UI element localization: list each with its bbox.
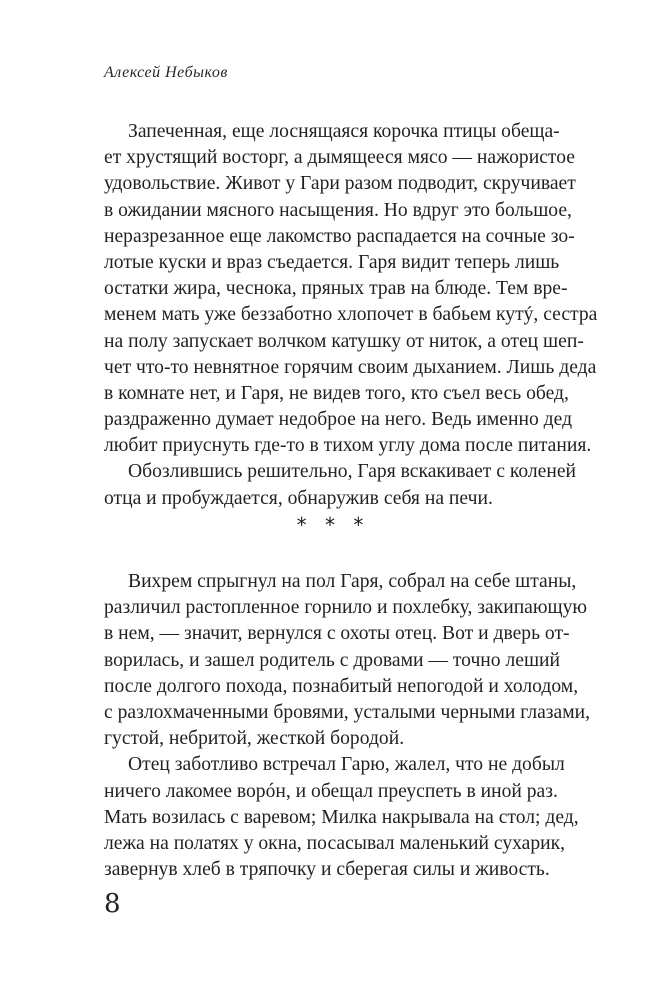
paragraph [104,752,579,883]
text-line: на полу запускает волчком катушку от ниток, а отец шеп- [104,330,584,352]
text-line: неразрезанное еще лакомство распадается на сочные зо- [104,225,575,247]
text-line: Обозлившись решительно, Гаря вскакивает с коленей [128,461,577,483]
text-line: завернув хлеб в тряпочку и сберегая силы и живость. [104,859,550,881]
text-line: различил растопленное горнило и похлебку, закипающую [104,597,588,619]
paragraph [104,119,598,459]
paragraph [104,459,577,511]
text-line: отца и пробуждается, обнаружив себя на печи. [104,487,493,509]
text-line: удовольствие. Живот у Гари разом подводит, скручивает [104,173,576,195]
text-line: Мать возилась с варевом; Милка накрывала на стол; дед, [104,806,579,828]
running-head-author: Алексей Небыков [104,64,228,81]
text-line: Отец заботливо встречал Гарю, жалел, что не добыл [128,754,565,776]
text-line: лежа на полатях у окна, посасывал маленький сухарик, [104,832,566,854]
text-line: менем мать уже беззаботно хлопочет в бабьем кутý, сестра [104,304,598,326]
text-line: с разлохмаченными бровями, усталыми черными глазами, [104,701,591,723]
text-line: густой, небритой, жесткой бородой. [104,728,405,750]
page-number: 8 [104,889,121,919]
text-line: ворилась, и зашел родитель с дровами — точно леший [104,649,561,671]
text-line: в нем, — значит, вернулся с охоты отец. Вот и дверь от- [104,623,570,645]
text-line: ничего лакомее ворóн, и обещал преуспеть в иной раз. [104,780,558,802]
text-line: лотые куски и враз съедается. Гаря видит теперь лишь [104,251,560,273]
text-line: в комнате нет, и Гаря, не видев того, кто съел весь обед, [104,382,569,404]
text-line: любит приуснуть где-то в тихом углу дома после питания. [104,435,592,457]
text-line: ет хрустящий восторг, а дымящееся мясо — нажористое [104,147,575,169]
paragraph [104,569,591,752]
text-block-top [104,119,598,512]
text-line: Вихрем спрыгнул на пол Гаря, собрал на себе штаны, [128,571,577,592]
text-line: после долгого похода, познабитый непогодой и холодом, [104,675,579,697]
text-line: Запеченная, еще лоснящаяся корочка птицы обеща- [128,121,560,142]
section-separator: * * * [296,513,370,537]
text-line: чет что-то невнятное горячим своим дыханием. Лишь деда [104,356,597,378]
text-line: раздраженно думает недоброе на него. Ведь именно дед [104,409,573,431]
text-line: в ожидании мясного насыщения. Но вдруг это большое, [104,199,572,221]
text-block-bottom [104,569,591,883]
text-line: остатки жира, чеснока, пряных трав на блюде. Тем вре- [104,278,568,300]
